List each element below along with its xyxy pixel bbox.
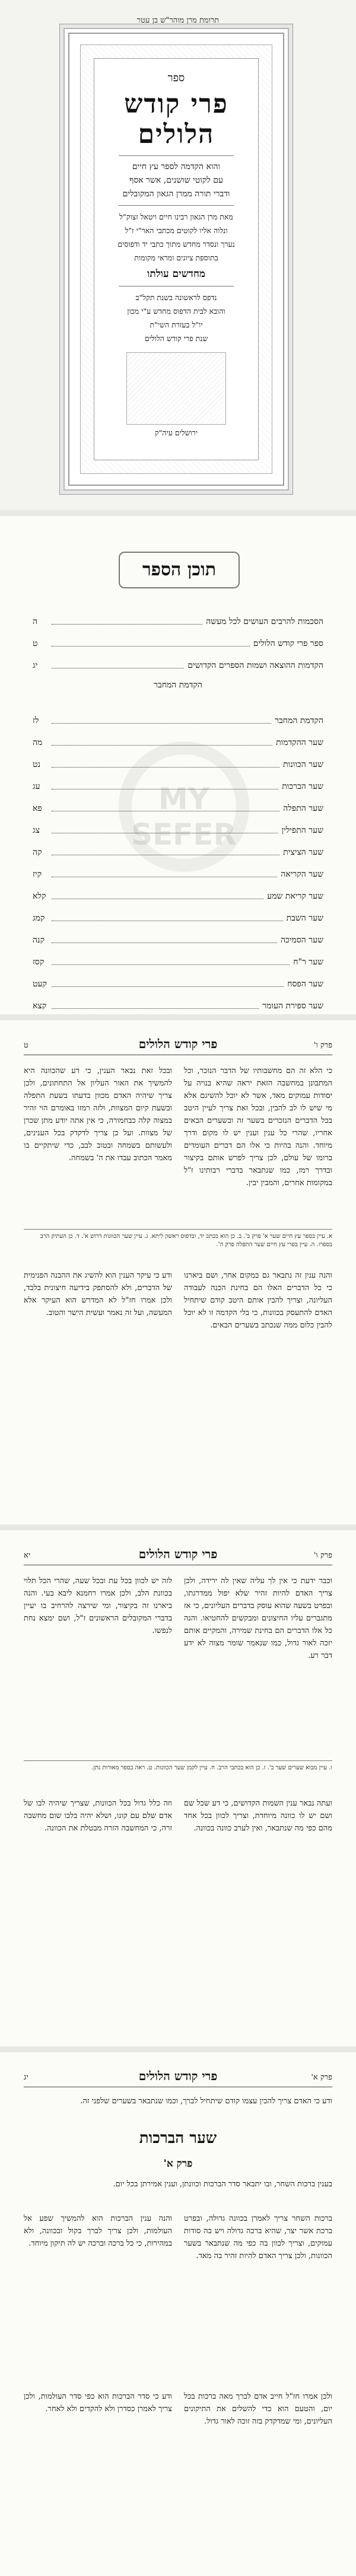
text-column-right: ברכות השחר צריך לאמרן בכוונה גדולה, ובפרט ברכת אשר יצר, שהיא ברכה גדולה ויש בה סודות עמוקים, וצריך לכוון בה כפי מה שנתבאר בשער הכוונות, ולכן צריך האדם להיות זהיר בה מאד. (184, 2214, 332, 2260)
toc-entry-name: שער התפילין (281, 826, 323, 835)
footnotes: ו. עיין מבוא שערים שער ב'. ז. כן הוא בכתבי הרב. ח. עיין לקמן שער הכוונות. ט. ראה בספר מאורות נתן. (91, 1765, 332, 1771)
text-column-left: והנה ענין הברכות הוא להמשיך שפע אל העולמות, ולכן צריך לברך בקול ובכוונה, ולא במהירות, כי כל ברכה וברכה יש לה תיקון מיוחד. (24, 2214, 172, 2248)
running-title: פרי קודש הלולים (138, 1547, 218, 1561)
leader-dots (52, 964, 290, 965)
ornament-icon (126, 352, 226, 425)
running-header (24, 2069, 332, 2087)
toc-row[interactable] (33, 770, 323, 792)
toc-entry-page: ט (33, 639, 38, 648)
toc-entry-page: קיז (33, 870, 42, 879)
toc-entry-name: שער ספירת העומר (262, 1001, 323, 1011)
toc-entry-page: עג (33, 782, 40, 791)
toc-entry-page: ה (33, 617, 38, 626)
publication-line: יו"ל בעזרת השי"ת (150, 320, 203, 329)
page-number: יא (24, 1551, 31, 1560)
title-page-core (94, 58, 259, 460)
running-header (24, 1547, 332, 1565)
footnotes: א. עיין בספר עץ חיים שער א' פרק ב'. ב. כן הוא בכתב יד, ובדפוס ראשון ליתא. ג. עיין שער הכוונות דרוש א'. ד. כן העתיק הרב בספרו. ה. עיין בפרי עץ חיים שער התפלה פרק ה'. (40, 1233, 332, 1248)
leader-dots (52, 624, 202, 625)
toc-entry-page: מה (33, 738, 43, 747)
footnote-divider (24, 1229, 332, 1230)
page-gap (0, 510, 356, 516)
toc-entry-page: קסז (33, 957, 44, 967)
toc-row[interactable] (33, 967, 323, 989)
leader-dots (52, 723, 271, 724)
chapter-marker: פרק ו' (313, 1551, 332, 1560)
toc-entry-name: שער השבת (286, 913, 323, 923)
divider (119, 155, 233, 156)
toc-entry-name: שער התפלה (283, 804, 323, 813)
toc-section-head: הקדמת המחבר (154, 680, 202, 690)
footnote-divider (24, 1760, 332, 1761)
running-header (24, 1037, 332, 1055)
toc-row[interactable] (33, 814, 323, 836)
leader-dots (52, 646, 250, 647)
toc-entry-name: שער הברכות (282, 782, 323, 791)
publication-line: נדפס לראשונה בשנת תקל"ב (135, 293, 217, 302)
toc-row[interactable] (33, 924, 323, 945)
toc-entry-name: שער הפסח (287, 979, 323, 989)
chapter-intro: בענין ברכות השחר, ובו יתבאר סדר הברכות וכוונתן, וענין אמירתן בכל יום. (113, 2180, 332, 2189)
toc-row[interactable] (33, 726, 323, 748)
toc-entry-page: קלא (33, 891, 46, 901)
toc-entry-page: קה (33, 848, 42, 857)
publication-line: שנת פרי קודש הלולים (144, 334, 208, 343)
toc-entry-page: פא (33, 804, 42, 813)
toc-row[interactable] (33, 858, 323, 880)
watermark-logo: MY SEFER (119, 741, 249, 872)
title-line: ונלוה אליו לקוטים מכתבי האר"י ז"ל (125, 226, 228, 235)
page-number: יג (24, 2073, 28, 2082)
page-gap (0, 1524, 356, 1530)
toc-entry-name: ספר פרי קודש הלולים (253, 639, 323, 648)
toc-entry-name: שער הקריאה (281, 870, 323, 879)
title-line: בתוספת ציונים ומראי מקומות (134, 253, 218, 262)
leader-dots (52, 986, 284, 987)
toc-title-box (119, 552, 240, 588)
toc-row[interactable] (33, 902, 323, 924)
title-line: מאת מרן הגאון רבינו חיים ויטאל זצוק"ל (119, 212, 233, 221)
text-column-left: וזה כלל גדול בכל הכוונות, שצריך שיהיה לבו של אדם שלם עם קונו, ושלא יהיה בלבו שום מחשבה זרה, כי המחשבה הזרה מבטלת את הכוונה. (24, 1799, 172, 1833)
leader-dots (52, 767, 279, 768)
title-line: ודברי תורה ממרן הגאון המקובלים (122, 189, 230, 199)
title-bold-line: מחדשים עולתו (147, 268, 205, 280)
text-paragraph: ודע כי האדם צריך להכין עצמו קודם שיתחיל לברך, וכמו שנתבאר בשערים שלפני זה. (80, 2097, 332, 2106)
section-title: שער הברכות (139, 2129, 217, 2147)
divider (119, 205, 233, 206)
toc-row[interactable] (33, 989, 323, 1011)
toc-entry-page: קמג (33, 913, 45, 923)
title-page-frame (68, 33, 284, 486)
toc-entry-name: הקדמת המחבר (275, 716, 323, 725)
title-line: נערך ונסדר מחדש מתוך כתבי יד ודפוסים (117, 240, 235, 249)
chapter-marker: פרק א' (311, 2073, 332, 2082)
text-column-right: ועתה נבאר ענין השמות הקדושים, כי דע שכל שם ושם יש לו כוונה מיוחדת, וצריך לכוון בכל אחד מהם כפי מה שנתבאר, ואין לערב כוונה בכוונה. (184, 1799, 332, 1833)
toc-entry-name: שער הסמיכה (280, 935, 323, 945)
toc-row[interactable] (33, 627, 323, 649)
leader-dots (52, 942, 277, 943)
toc-entry-page: לז (33, 716, 39, 725)
publication-place: ירושלים עיה"ק (154, 428, 198, 437)
toc-entry-page: נט (33, 760, 41, 769)
page-number: ט (24, 1041, 28, 1050)
toc-row[interactable] (33, 836, 323, 858)
toc-list (33, 605, 323, 1033)
title-line: עם לקוטי שושנים, אשר אסף (129, 176, 223, 185)
book-subtitle: והוא הקדמה לספר עץ חיים (132, 162, 221, 171)
text-page (0, 1020, 356, 1524)
toc-entry-page: קצא (33, 1001, 47, 1011)
toc-entry-page: צג (33, 826, 40, 835)
toc-entry-name: שער קריאת שמע (267, 891, 323, 901)
toc-entry-name: שער ההקדמות (276, 738, 323, 747)
text-column-right: והנה ענין זה נתבאר גם במקום אחר, ושם ביארנו כי כל הדברים האלו הם בחינת הכנה לעבודה העליונה, וצריך להבין אותם היטב קודם שיתחיל האדם להתעסק בכוונות, כי בלי הקדמה זו לא יוכל להבין כלום ממה שנכתב בשערים הבאים. (184, 1271, 332, 1330)
toc-entry-name: שער הכוונות (283, 760, 323, 769)
toc-entry-name: שער הציצית (283, 848, 323, 857)
book-title: פרי קודש הלולים (124, 89, 228, 149)
publication-line: והובא לבית הדפוס מחדש ע"י מכון (127, 307, 225, 316)
toc-row[interactable] (33, 605, 323, 627)
title-page (0, 0, 356, 510)
text-column-left: ודע כי סדר הברכות הוא כפי סדר העולמות, ולכן צריך לאמרן כסדרן ולא להקדים ולא לאחר. (24, 2392, 172, 2413)
leader-dots (52, 1008, 259, 1009)
toc-row[interactable] (33, 748, 323, 770)
toc-row[interactable] (33, 880, 323, 902)
text-page (0, 2052, 356, 2576)
text-column-right: כי הלא זה הם מחשבותיו של הדבר הנזכר, וכל המתבונן במחשבה הזאת יראה שהיא בנויה על יסודות עמוקים מאד, אשר לא יוכל להשיגם אלא מי שיש לו לב להבין, ובכל זאת צריך לעיין היטב בכל הדברים הנזכרים בשער זה ובשערים הבאים אחריו, שהרי כל ענין וענין יש לו מקום ודרך מיוחד. והנה בהיות כי אלו הם דברים העומדים ברומו של עולם, לכן צריך לפרש אותם בקיצור ובדרך רמז, כמו שנתבאר בדברי רבותינו ז"ל במקומות אחרים, והמבין יבין. (184, 1066, 332, 1187)
leader-dots (52, 745, 272, 746)
page-gap (0, 1014, 356, 1020)
toc-row[interactable] (33, 945, 323, 967)
toc-entry-name: הסכמות להרבים העושים לכל מעשה (206, 617, 323, 626)
text-page (0, 1530, 356, 2046)
toc-entry-name: שער ר"ח (293, 957, 323, 967)
running-title: פרי קודש הלולים (138, 1037, 218, 1051)
text-column-right: ולכן אמרו חז"ל חייב אדם לברך מאה ברכות בכל יום, והטעם הוא כדי להשלים את התיקונים העליונים, ומי שמדקדק בזה זוכה לאור גדול. (184, 2392, 332, 2426)
text-column-left: ודע כי עיקר הענין הוא להשיג את ההבנה הפנימית של הדברים, ולא להסתפק בידיעה חיצונית בלבד, ולכן אמרו חז"ל לא המדרש הוא העיקר אלא המעשה, ועל זה נאמר ועשית הישר והטוב. (24, 1271, 172, 1317)
chapter-title: פרק א' (163, 2158, 193, 2170)
chapter-marker: פרק ו' (313, 1041, 332, 1050)
toc-row[interactable] (33, 704, 323, 726)
title-page-ornamental-border (80, 44, 272, 474)
page-gap (0, 2046, 356, 2052)
title-page-sefer: ספר (167, 72, 185, 84)
toc-entry-page: קנה (33, 935, 45, 945)
toc-entry-page: קעט (33, 979, 47, 989)
text-column-left: לזה יש לכוון בכל עת ובכל שעה, שהרי הכל תלוי בכוונת הלב, ולכן אמרו רחמנא ליבא בעי. והנה ביארנו זה בקיצור, ומי שירצה להרחיב בו יעיין בדברי המקובלים הראשונים ז"ל, ושם ימצא נחת לנפשו. (24, 1577, 172, 1635)
running-title: פרי קודש הלולים (138, 2069, 218, 2083)
toc-entry-name: הקדמות ההוצאה ושמות הספרים הקדושים (187, 661, 323, 670)
toc-title: תוכן הספר (142, 559, 217, 580)
toc-entry-page: יג (33, 661, 38, 670)
text-column-right: וכבר ידעת כי אין לך עליה שאין לה ירידה, ולכן צריך האדם להיות זהיר שלא יפול ממדרגתו, ובפרט בשעה שהוא עוסק בדברים העליונים, כי אז מתגברים עליו החיצונים ומבקשים להחטיאו. והנה כל אלו הדברים הם בחינת שמירה, והמקיים אותם יזכה לאור גדול, כמו שנאמר שומר מצוה לא ידע דבר רע. (184, 1577, 332, 1660)
title-page-top-line: תרומת מרן מוהר"ש בן עטר (136, 16, 220, 25)
text-column-left: ובכל זאת נבאר הענין, כי דע שהכוונה היא להמשיך את האור העליון אל התחתונים, ולכן צריך שיהיה האדם מכוון בדעתו בשעת התפלה ובשעת קיום המצוות, ולזה רמזו באומרם הוי זהיר במצוה קלה כבחמורה, כי אין אתה יודע מתן שכרן של מצוות. ועל כן צריך לדקדק בכל הענינים, ולעשותם בשמחה ובטוב לבב, כדי שיתקיים בו מאמר הכתוב עבדו את ה' בשמחה. (24, 1066, 172, 1163)
toc-row[interactable] (33, 792, 323, 814)
toc-row[interactable] (33, 649, 323, 671)
contents-page (0, 516, 356, 1014)
